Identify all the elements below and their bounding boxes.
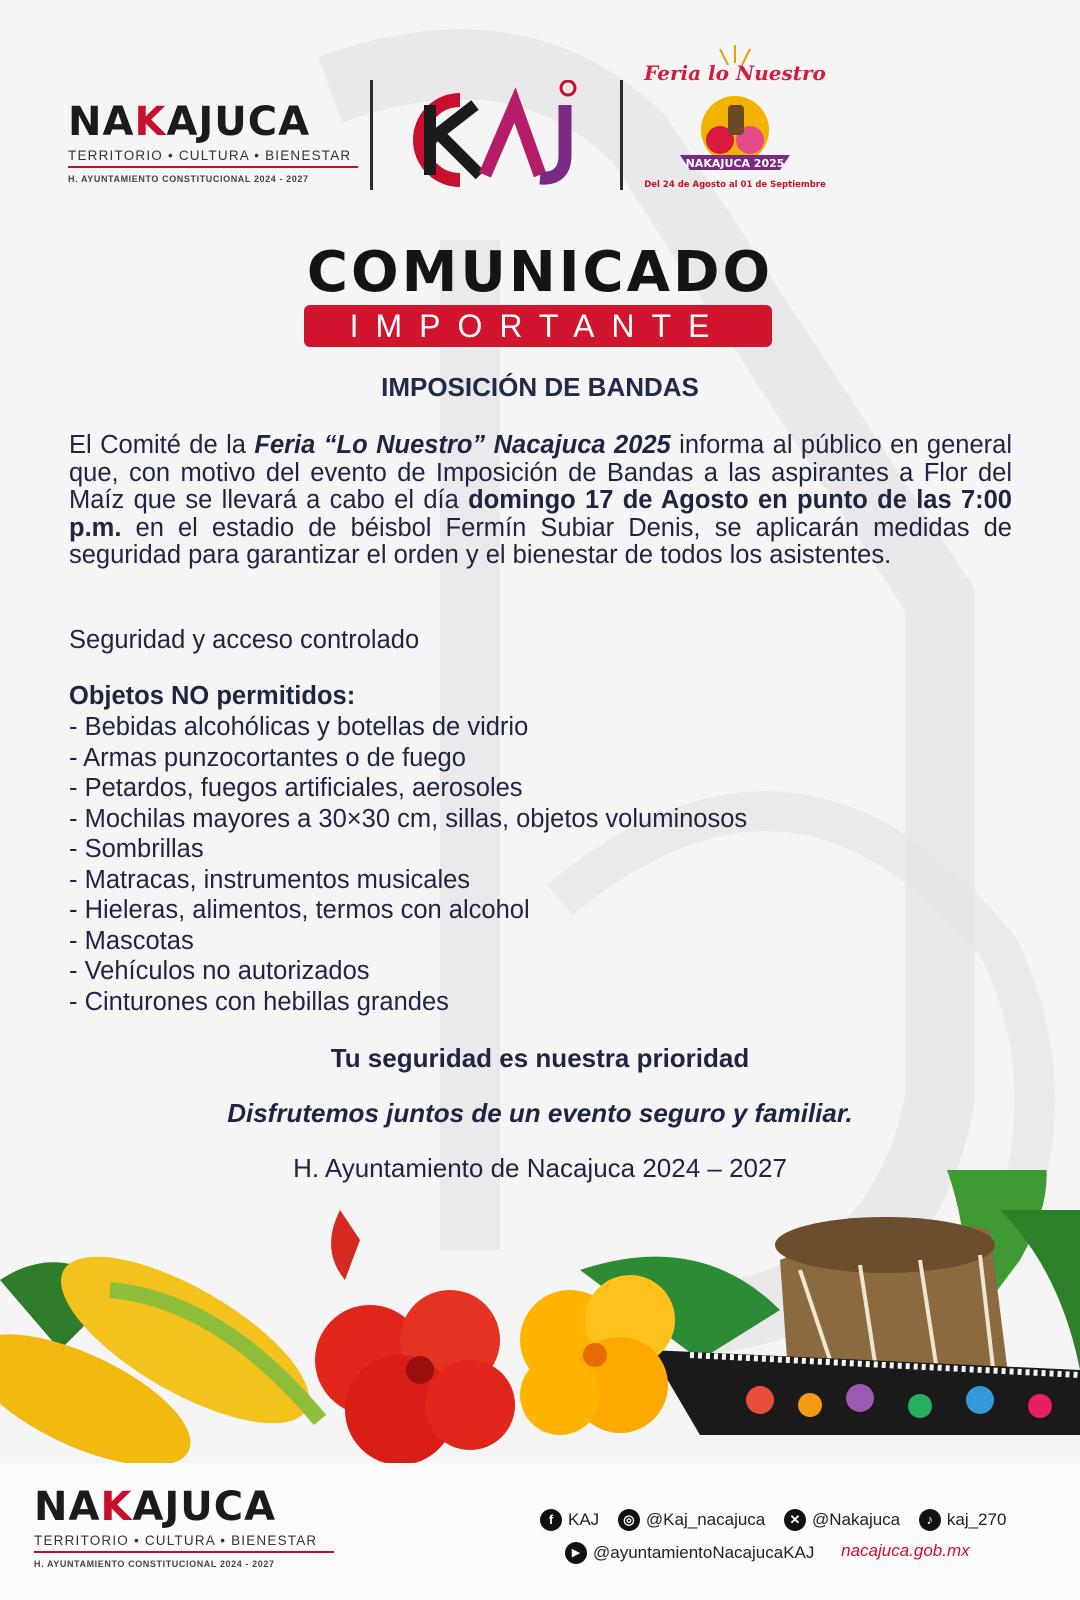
- list-item: - Hieleras, alimentos, termos con alcohol: [69, 896, 530, 924]
- important-banner: IMPORTANTE: [304, 305, 772, 347]
- header: [0, 61, 1080, 210]
- textile-icon: [650, 1350, 1080, 1435]
- list-item: - Petardos, fuegos artificiales, aerosoles: [69, 774, 523, 802]
- social-links-row2: [565, 1541, 970, 1564]
- website-link[interactable]: nacajuca.gob.mx: [841, 1541, 970, 1560]
- logo-subtitle: H. AYUNTAMIENTO CONSTITUCIONAL 2024 - 2027: [68, 174, 309, 184]
- list-item: - Matracas, instrumentos musicales: [69, 865, 471, 894]
- hibiscus-red-icon: [315, 1210, 515, 1465]
- social-links: [540, 1509, 1020, 1531]
- list-item: - Sombrillas: [69, 835, 204, 863]
- security-heading: Seguridad y acceso controlado: [69, 626, 420, 654]
- festival-illustration: [0, 1170, 1080, 1470]
- list-item: - Armas punzocortantes o de fuego: [69, 743, 466, 772]
- youtube-icon: ▶: [565, 1542, 587, 1564]
- facebook-link[interactable]: f KAJ: [540, 1509, 599, 1531]
- enjoy-text: Disfrutemos juntos de un evento seguro y familiar.: [227, 1098, 853, 1128]
- hibiscus-yellow-icon: [520, 1275, 675, 1435]
- not-allowed-list: [69, 712, 747, 1017]
- x-link[interactable]: ✕ @Nakajuca: [784, 1509, 900, 1531]
- feria-name: Feria “Lo Nuestro” Nacajuca 2025: [254, 431, 671, 459]
- svg-text:Feria lo Nuestro: Feria lo Nuestro: [644, 61, 826, 85]
- youtube-link[interactable]: ▶ @ayuntamientoNacajucaKAJ: [565, 1542, 814, 1564]
- not-allowed-section: [69, 682, 747, 1017]
- feria-logo: [640, 35, 830, 210]
- footer-nakajuca-logo: NAKAJUCA TERRITORIO • CULTURA • BIENESTAR H. AYUNTAMIENTO CONSTITUCIONAL 2024 - 2027: [34, 1485, 334, 1569]
- list-item: - Cinturones con hebillas grandes: [69, 987, 449, 1016]
- tiktok-icon: ♪: [919, 1509, 941, 1531]
- list-item: - Vehículos no autorizados: [69, 957, 370, 985]
- not-allowed-title: Objetos NO permitidos:: [69, 682, 356, 710]
- ayuntamiento-text: H. Ayuntamiento de Nacajuca 2024 – 2027: [293, 1153, 787, 1183]
- divider: [620, 80, 623, 190]
- footer: [0, 1463, 1080, 1600]
- list-item: - Bebidas alcohólicas y botellas de vidrio: [69, 713, 529, 741]
- subheading: IMPOSICIÓN DE BANDAS: [381, 372, 699, 402]
- page-title: COMUNICADO: [306, 240, 774, 305]
- facebook-icon: f: [540, 1509, 562, 1531]
- svg-text:NAKAJUCA 2025: NAKAJUCA 2025: [685, 157, 785, 170]
- instagram-icon: ◎: [618, 1509, 640, 1531]
- divider: [370, 80, 373, 190]
- main-paragraph: El Comité de la Feria “Lo Nuestro” Nacajuca 2025 informa al público en general que, con motivo del evento de Imposición de Bandas a las aspirantes a Flor del Maíz que se llevará a cabo el día domingo 17 de Agosto en punto de las 7:00 p.m. en el estadio de béisbol Fermín Subiar Denis, se aplicarán medidas de seguridad para garantizar el orden y el bienestar de todos los asistentes.: [69, 431, 1012, 570]
- priority-text: Tu seguridad es nuestra prioridad: [330, 1043, 750, 1073]
- event-date: domingo 17 de Agosto en punto de las 7:00 p.m.: [69, 486, 1012, 542]
- tiktok-link[interactable]: ♪ kaj_270: [919, 1509, 1007, 1531]
- kaj-logo: [390, 80, 590, 190]
- instagram-link[interactable]: ◎ @Kaj_nacajuca: [618, 1509, 765, 1531]
- nakajuca-logo: NAKAJUCA TERRITORIO • CULTURA • BIENESTAR H. AYUNTAMIENTO CONSTITUCIONAL 2024 - 2027: [68, 100, 358, 184]
- list-item: - Mascotas: [69, 926, 194, 955]
- svg-text:Del 24 de Agosto al 01 de Sept: Del 24 de Agosto al 01 de Septiembre: [644, 180, 826, 190]
- logo-tagline: TERRITORIO • CULTURA • BIENESTAR: [68, 148, 358, 168]
- x-icon: ✕: [784, 1509, 806, 1531]
- corn-icon: [0, 1225, 332, 1470]
- list-item: - Mochilas mayores a 30×30 cm, sillas, objetos voluminosos: [69, 804, 748, 833]
